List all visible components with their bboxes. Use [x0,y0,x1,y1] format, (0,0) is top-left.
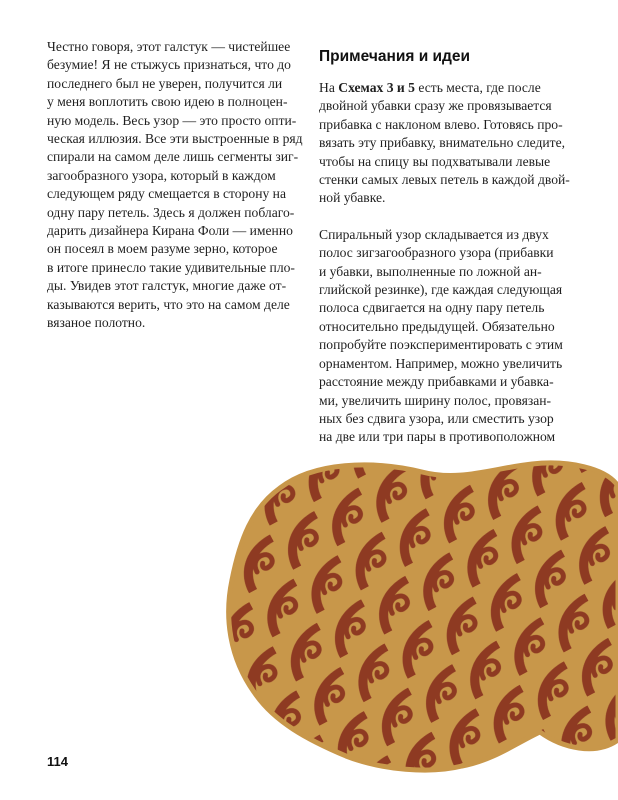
text-line: у меня воплотить свою идею в полноцен- [47,94,288,110]
text-line: загообразного узора, который в каждом [47,167,276,183]
text-line: стенки самых левых петель в каждой двой- [319,172,570,188]
text-line: глийской резинке), где каждая следующая [319,282,563,298]
text-line: дарить дизайнера Кирана Фоли — именно [47,223,293,239]
text-line: и убавки, выполненные по ложной ан- [319,263,542,279]
text-line: спирали на самом деле лишь сегменты зиг- [47,149,299,165]
text-line: последнего был не уверен, получится ли [47,75,283,91]
text-line: орнаментом. Например, можно увеличить [319,355,563,371]
text-line: полоса сдвигается на одну пару петель [319,300,545,316]
section-heading: Примечания и идеи [319,48,471,65]
text-line: относительно предыдущей. Обязательно [319,318,555,334]
text-line: расстояние между прибавками и убавка- [319,374,554,390]
text-line: попробуйте поэкспериментировать с этим [319,337,563,353]
text-line: ную модель. Весь узор — это просто опти- [47,112,297,128]
knitted-swatch-photo [222,440,618,774]
text-line: он посеял в моем разуме зерно, которое [47,241,278,257]
text-line: ной убавке. [319,190,386,206]
text-line [319,79,577,97]
page-number: 114 [47,754,68,769]
notes-paragraph-2 [319,226,577,447]
text-line: безумие! Я не стыжусь признаться, что до [47,57,291,73]
text-line: вязаное полотно. [47,315,146,331]
text-line: Спиральный узор складывается из двух [319,226,549,242]
right-column [319,48,577,447]
text-line: следующем ряду смещается в сторону на [47,186,286,202]
text-line: чтобы на спицу вы подхватывали левые [319,153,551,169]
text-run: есть места, где после [414,80,541,95]
text-line: Честно говоря, этот галстук — чистейшее [47,39,291,54]
notes-paragraph-1 [319,79,577,208]
text-line: в итоге принесло такие удивительные пло- [47,259,295,275]
text-line: полос зигзагообразного узора (прибавки [319,245,554,261]
text-line: ных без сдвига узора, или сместить узор [319,410,554,426]
text-line: одну пару петель. Здесь я должен поблаго- [47,204,295,220]
intro-paragraph [47,38,301,333]
text-line: на две или три пары в противоположном [319,429,556,445]
text-line: вязать эту прибавку, внимательно следите, [319,135,566,151]
left-column [47,38,301,333]
text-line: ды. Увидев этот галстук, многие даже от- [47,278,287,294]
text-line: ческая иллюзия. Все эти выстроенные в ряд [47,131,303,147]
text-line: ми, увеличить ширину полос, провязан- [319,392,552,408]
text-run: На [319,80,339,95]
text-line: двойной убавки сразу же провязывается [319,98,552,114]
text-line: казываются верить, что это на самом деле [47,296,290,312]
text-line: прибавка с наклоном влево. Готовясь про- [319,116,563,132]
bold-reference: Схемах 3 и 5 [338,80,415,95]
